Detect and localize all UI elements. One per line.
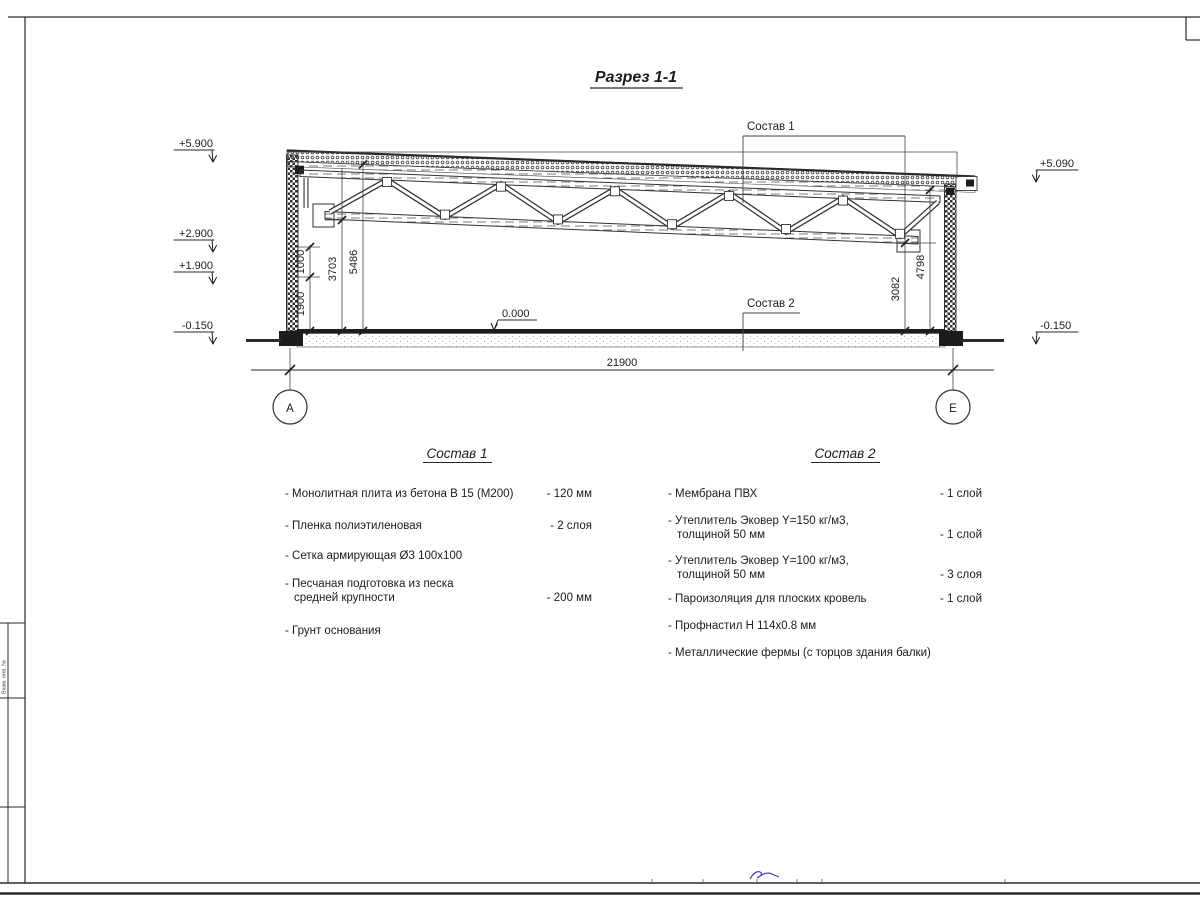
legend-item-line2: средней крупности [294,592,395,604]
right-foundation [939,331,963,346]
elevation-value: +1.900 [179,260,213,272]
zero-level-mark [491,308,537,330]
dim-5486: 5486 [348,249,360,275]
axis-label-e: Е [949,403,957,415]
legend-item: - Утеплитель Эковер Y=100 кг/м3, [668,555,849,567]
elevation-mark [174,228,217,252]
right-wall [945,184,957,331]
grid-bubble-a [273,390,307,424]
legend-item-value: - 1 слой [939,529,982,541]
dim-1000: 1000 [295,249,307,275]
elevation-mark [174,320,217,344]
elevation-mark [174,260,217,284]
legend-item: - Песчаная подготовка из песка [285,578,454,590]
elevation-value: -0.150 [1040,320,1072,332]
truss-bottom-chord [325,212,918,245]
span-dimension [251,348,994,390]
legend-item: - Мембрана ПВХ [668,488,758,500]
dim-3082: 3082 [890,276,902,302]
left-foundation [279,331,303,346]
signature-scribble [750,872,779,879]
legend-item: - Профнастил Н 114х0.8 мм [668,620,817,632]
legend-item: - Пленка полиэтиленовая [285,520,422,532]
dim-3703: 3703 [327,256,339,282]
legend-heading: Состав 2 [814,446,876,461]
legend-item-value: - 200 мм [546,592,592,604]
legend-item: - Сетка армирующая Ø3 100х100 [285,550,463,562]
legend-item: - Утеплитель Эковер Y=150 кг/м3, [668,515,849,527]
elevation-value: -0.150 [181,320,213,332]
legend-item-value: - 120 мм [546,488,592,500]
elevation-mark [1033,320,1079,344]
legend-sostav-2 [668,446,982,659]
legend-item-value: - 1 слой [939,593,982,605]
dim-span-21900: 21900 [606,357,638,369]
floor-slab [246,329,1004,347]
dim-4798: 4798 [915,254,927,280]
legend-sostav-1 [285,446,592,637]
legend-item-value: - 3 слоя [940,569,982,581]
grid-bubble-e [936,390,970,424]
legend-item: - Монолитная плита из бетона В 15 (М200) [285,488,514,500]
elevation-value: +2.900 [179,228,213,240]
roof-edge-pad [966,180,974,187]
right-bearing-pad [946,188,954,195]
elevation-value: +5.090 [1040,158,1074,170]
callout-label: Состав 2 [747,298,795,310]
dim-1900: 1900 [295,291,307,317]
legend-heading: Состав 1 [426,446,488,461]
legend-item-value: - 1 слой [939,488,982,500]
legend-item-line2: толщиной 50 мм [677,529,766,541]
axis-label-a: А [286,403,294,415]
elevation-mark [174,138,217,162]
elevation-value: 0.000 [502,308,530,320]
legend-item: - Металлические фермы (с торцов здания балки) [668,647,931,659]
legend-item: - Грунт основания [285,625,381,637]
elevation-value: +5.900 [179,138,213,150]
side-stamp-vertical-text: Взам. инв. № [1,659,8,694]
legend-item-value: - 2 слоя [550,520,592,532]
legend-item-line2: толщиной 50 мм [677,569,766,581]
elevation-marks-right [1033,158,1079,344]
drawing-title [590,69,683,88]
callout-label: Состав 1 [747,121,795,133]
elevation-marks-left [174,138,217,344]
legend-item: - Пароизоляция для плоских кровель [668,593,867,605]
elevation-mark [1033,158,1079,182]
page-title: Разрез 1-1 [594,69,678,86]
